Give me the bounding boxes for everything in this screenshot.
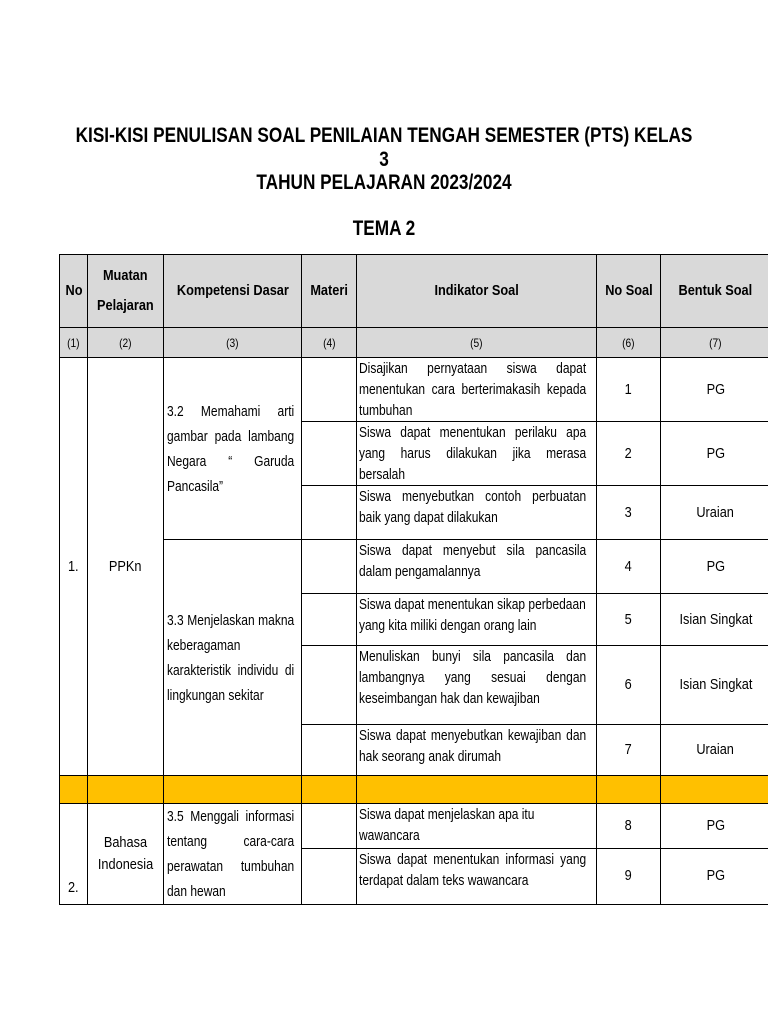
bentuk-soal: PG bbox=[661, 540, 768, 594]
column-number: (6) bbox=[597, 328, 661, 358]
bentuk-soal: PG bbox=[661, 804, 768, 849]
no-soal: 4 bbox=[597, 540, 661, 594]
header-muatan-pelajaran: Muatan Pelajaran bbox=[88, 255, 164, 328]
header-row bbox=[60, 255, 768, 328]
no-soal: 1 bbox=[597, 358, 661, 422]
indikator-soal: Siswa dapat menentukan sikap perbedaan yang kita miliki dengan orang lain bbox=[357, 594, 597, 646]
bentuk-soal: PG bbox=[661, 358, 768, 422]
separator-cell bbox=[88, 776, 164, 804]
column-number: (7) bbox=[661, 328, 768, 358]
no-soal: 5 bbox=[597, 594, 661, 646]
bentuk-soal: Uraian bbox=[661, 725, 768, 776]
indikator-soal: Menuliskan bunyi sila pancasila dan lambangnya yang sesuai dengan keseimbangan hak dan kewajiban bbox=[357, 646, 597, 725]
header-bentuk-soal: Bentuk Soal bbox=[661, 255, 768, 328]
indikator-soal: Siswa dapat menjelaskan apa itu wawancara bbox=[357, 804, 597, 849]
kompetensi-dasar: 3.2 Memahami arti gambar pada lambang Negara “ Garuda Pancasila” bbox=[164, 358, 302, 540]
column-number: (4) bbox=[302, 328, 357, 358]
materi-cell bbox=[302, 848, 357, 904]
kisi-kisi-table bbox=[59, 254, 768, 905]
bentuk-soal: Uraian bbox=[661, 486, 768, 540]
column-number: (1) bbox=[60, 328, 88, 358]
separator-row bbox=[60, 776, 768, 804]
materi-cell bbox=[302, 804, 357, 849]
materi-cell bbox=[302, 486, 357, 540]
bentuk-soal: Isian Singkat bbox=[661, 646, 768, 725]
header-kompetensi-dasar: Kompetensi Dasar bbox=[164, 255, 302, 328]
column-number: (5) bbox=[357, 328, 597, 358]
muatan-pelajaran: PPKn bbox=[88, 358, 164, 776]
separator-cell bbox=[597, 776, 661, 804]
column-number: (3) bbox=[164, 328, 302, 358]
table-row bbox=[60, 358, 768, 422]
no-soal: 9 bbox=[597, 848, 661, 904]
indikator-soal: Siswa dapat menyebut sila pancasila dalam pengamalannya bbox=[357, 540, 597, 594]
row-number: 1. bbox=[60, 358, 88, 776]
separator-cell bbox=[302, 776, 357, 804]
header-no-soal: No Soal bbox=[597, 255, 661, 328]
separator-cell bbox=[164, 776, 302, 804]
no-soal: 2 bbox=[597, 422, 661, 486]
no-soal: 3 bbox=[597, 486, 661, 540]
no-soal: 6 bbox=[597, 646, 661, 725]
bentuk-soal: Isian Singkat bbox=[661, 594, 768, 646]
row-number: 2. bbox=[60, 804, 88, 905]
kompetensi-dasar: 3.3 Menjelaskan makna keberagaman karakteristik individu di lingkungan sekitar bbox=[164, 540, 302, 776]
indikator-soal: Siswa dapat menentukan informasi yang terdapat dalam teks wawancara bbox=[357, 848, 597, 904]
bentuk-soal: PG bbox=[661, 848, 768, 904]
no-soal: 7 bbox=[597, 725, 661, 776]
bentuk-soal: PG bbox=[661, 422, 768, 486]
header-no: No bbox=[60, 255, 88, 328]
separator-cell bbox=[661, 776, 768, 804]
theme-title: TEMA 2 bbox=[352, 217, 416, 240]
separator-cell bbox=[357, 776, 597, 804]
column-number-row bbox=[60, 328, 768, 358]
materi-cell bbox=[302, 540, 357, 594]
materi-cell bbox=[302, 422, 357, 486]
muatan-pelajaran: Bahasa Indonesia bbox=[88, 804, 164, 905]
column-number: (2) bbox=[88, 328, 164, 358]
header-indikator-soal: Indikator Soal bbox=[357, 255, 597, 328]
kompetensi-dasar: 3.5 Menggali informasi tentang cara-cara perawatan tumbuhan dan hewan bbox=[164, 804, 302, 905]
academic-year-title: TAHUN PELAJARAN 2023/2024 bbox=[256, 171, 512, 194]
separator-cell bbox=[60, 776, 88, 804]
materi-cell bbox=[302, 725, 357, 776]
indikator-soal: Siswa dapat menentukan perilaku apa yang harus dilakukan jika merasa bersalah bbox=[357, 422, 597, 486]
no-soal: 8 bbox=[597, 804, 661, 849]
materi-cell bbox=[302, 594, 357, 646]
table-row bbox=[60, 540, 768, 594]
header-materi: Materi bbox=[302, 255, 357, 328]
indikator-soal: Disajikan pernyataan siswa dapat menentukan cara berterimakasih kepada tumbuhan bbox=[357, 358, 597, 422]
indikator-soal: Siswa menyebutkan contoh perbuatan baik yang dapat dilakukan bbox=[357, 486, 597, 540]
indikator-soal: Siswa dapat menyebutkan kewajiban dan hak seorang anak dirumah bbox=[357, 725, 597, 776]
document-title: KISI-KISI PENULISAN SOAL PENILAIAN TENGAH SEMESTER (PTS) KELAS 3 bbox=[75, 124, 693, 171]
materi-cell bbox=[302, 358, 357, 422]
table-row bbox=[60, 804, 768, 849]
materi-cell bbox=[302, 646, 357, 725]
